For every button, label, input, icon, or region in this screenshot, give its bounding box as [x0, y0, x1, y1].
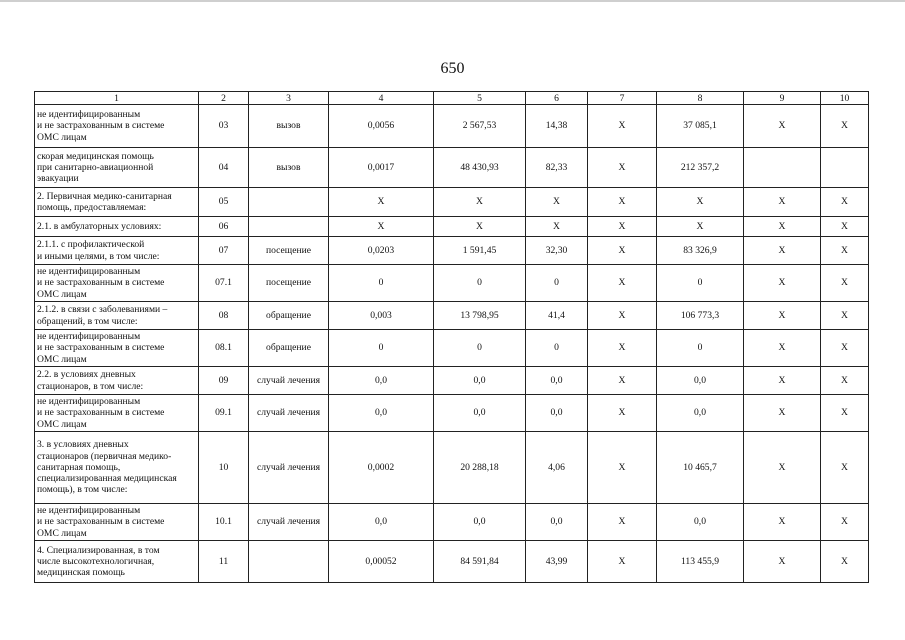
table-cell: X — [744, 217, 821, 237]
table-cell: X — [588, 432, 657, 504]
table-cell: 0,0056 — [329, 105, 434, 148]
table-cell — [249, 188, 329, 217]
table-cell: 06 — [199, 217, 249, 237]
table-cell: 11 — [199, 541, 249, 583]
row-description-cell: не идентифицированным и не застрахованным в системе ОМС лицам — [35, 504, 199, 541]
table-cell: X — [821, 330, 869, 367]
table-cell: X — [329, 217, 434, 237]
table-cell: X — [588, 237, 657, 265]
table-header-row — [35, 92, 869, 105]
table-cell: 20 288,18 — [434, 432, 526, 504]
table-cell: 0,003 — [329, 302, 434, 330]
table-cell: 07.1 — [199, 265, 249, 302]
table-cell: 0 — [329, 265, 434, 302]
table-row — [35, 504, 869, 541]
page-top-edge — [0, 0, 905, 2]
table-cell: 10 465,7 — [657, 432, 744, 504]
table-cell: 41,4 — [526, 302, 588, 330]
table-cell: 113 455,9 — [657, 541, 744, 583]
table-cell: X — [588, 541, 657, 583]
table-cell: X — [821, 188, 869, 217]
table-row — [35, 432, 869, 504]
row-description-cell: 2.1.2. в связи с заболеваниями – обращений, в том числе: — [35, 302, 199, 330]
table-cell: 0,00052 — [329, 541, 434, 583]
table-row — [35, 367, 869, 395]
table-row — [35, 265, 869, 302]
table-row — [35, 217, 869, 237]
table-cell: X — [744, 265, 821, 302]
table-cell: 03 — [199, 105, 249, 148]
table-cell: 0,0 — [526, 367, 588, 395]
table-cell: 0 — [329, 330, 434, 367]
row-description-cell: 3. в условиях дневных стационаров (первичная медико- санитарная помощь, специализированная медицинская помощь), в том числе: — [35, 432, 199, 504]
row-description-cell: 2. Первичная медико-санитарная помощь, предоставляемая: — [35, 188, 199, 217]
table-cell: 10 — [199, 432, 249, 504]
table-cell: 48 430,93 — [434, 148, 526, 188]
table-cell: X — [588, 330, 657, 367]
table-cell: X — [588, 217, 657, 237]
table-row — [35, 105, 869, 148]
table-body — [35, 92, 869, 583]
page-number: 650 — [440, 60, 465, 77]
table-cell: 08 — [199, 302, 249, 330]
table-cell: X — [744, 432, 821, 504]
table-cell: 0 — [657, 265, 744, 302]
table-cell: X — [821, 302, 869, 330]
row-description-cell: не идентифицированным и не застрахованным в системе ОМС лицам — [35, 265, 199, 302]
table-cell: X — [821, 265, 869, 302]
table-cell: 0,0 — [329, 504, 434, 541]
table-cell: X — [821, 217, 869, 237]
header-cell: 5 — [434, 92, 526, 105]
table-cell: случай лечения — [249, 504, 329, 541]
table-cell: 0,0 — [434, 367, 526, 395]
table-cell: X — [329, 188, 434, 217]
table-cell: X — [744, 188, 821, 217]
table-cell: 82,33 — [526, 148, 588, 188]
table-cell: 0,0017 — [329, 148, 434, 188]
table-cell: 05 — [199, 188, 249, 217]
table-cell: 0 — [434, 330, 526, 367]
table-cell: X — [588, 105, 657, 148]
table-cell: X — [744, 105, 821, 148]
table-cell: вызов — [249, 148, 329, 188]
table-cell: 0 — [526, 330, 588, 367]
table-cell — [744, 148, 821, 188]
table-cell: 0,0203 — [329, 237, 434, 265]
header-cell: 9 — [744, 92, 821, 105]
table-cell: 0,0 — [329, 367, 434, 395]
table-cell: 0,0 — [526, 395, 588, 432]
table-cell: X — [744, 367, 821, 395]
table-cell: X — [588, 367, 657, 395]
table-cell: 0,0 — [329, 395, 434, 432]
header-cell: 6 — [526, 92, 588, 105]
header-cell: 4 — [329, 92, 434, 105]
table-cell: X — [588, 148, 657, 188]
table-cell: 04 — [199, 148, 249, 188]
table-cell: X — [744, 504, 821, 541]
row-description-cell: 4. Специализированная, в том числе высокотехнологичная, медицинская помощь — [35, 541, 199, 583]
header-cell: 3 — [249, 92, 329, 105]
table-cell: 0 — [657, 330, 744, 367]
header-cell: 10 — [821, 92, 869, 105]
table-cell: 10.1 — [199, 504, 249, 541]
table-cell: X — [744, 237, 821, 265]
table-cell: 32,30 — [526, 237, 588, 265]
table-cell: X — [821, 504, 869, 541]
table-cell: X — [657, 188, 744, 217]
table-cell: 2 567,53 — [434, 105, 526, 148]
table-cell: X — [821, 105, 869, 148]
table-cell: X — [744, 330, 821, 367]
table-cell — [249, 541, 329, 583]
table-cell: 0,0 — [657, 504, 744, 541]
row-description-cell: не идентифицированным и не застрахованным в системе ОМС лицам — [35, 330, 199, 367]
table-cell: 43,99 — [526, 541, 588, 583]
table-cell: X — [821, 432, 869, 504]
table-cell: 0,0002 — [329, 432, 434, 504]
table-cell: 212 357,2 — [657, 148, 744, 188]
table-cell: 0,0 — [657, 367, 744, 395]
table-cell: X — [744, 541, 821, 583]
tariff-table — [34, 91, 869, 583]
table-cell: X — [588, 188, 657, 217]
table-cell: X — [744, 302, 821, 330]
row-description-cell: 2.2. в условиях дневных стационаров, в том числе: — [35, 367, 199, 395]
table-row — [35, 302, 869, 330]
table-cell: 08.1 — [199, 330, 249, 367]
table-cell: посещение — [249, 265, 329, 302]
table-cell: обращение — [249, 330, 329, 367]
table-cell: 0,0 — [657, 395, 744, 432]
table-cell: случай лечения — [249, 432, 329, 504]
table-cell: 0,0 — [434, 395, 526, 432]
row-description-cell: не идентифицированным и не застрахованным в системе ОМС лицам — [35, 105, 199, 148]
header-cell: 2 — [199, 92, 249, 105]
table-cell: 4,06 — [526, 432, 588, 504]
header-cell: 1 — [35, 92, 199, 105]
table-row — [35, 188, 869, 217]
table-cell: 07 — [199, 237, 249, 265]
table-cell: X — [821, 541, 869, 583]
table-cell: обращение — [249, 302, 329, 330]
table-cell — [249, 217, 329, 237]
table-cell: X — [821, 395, 869, 432]
table-cell: 0,0 — [526, 504, 588, 541]
table-cell: 84 591,84 — [434, 541, 526, 583]
table-cell: X — [434, 217, 526, 237]
row-description-cell: 2.1.1. с профилактической и иными целями, в том числе: — [35, 237, 199, 265]
table-cell: X — [588, 265, 657, 302]
table-row — [35, 330, 869, 367]
table-row — [35, 237, 869, 265]
table-cell: X — [588, 302, 657, 330]
table-row — [35, 395, 869, 432]
table-cell: 13 798,95 — [434, 302, 526, 330]
table-cell: случай лечения — [249, 395, 329, 432]
table-cell: 0 — [434, 265, 526, 302]
row-description-cell: скорая медицинская помощь при санитарно-авиационной эвакуации — [35, 148, 199, 188]
table-cell: 37 085,1 — [657, 105, 744, 148]
table-cell: X — [434, 188, 526, 217]
table-cell: X — [821, 237, 869, 265]
table-cell: X — [744, 395, 821, 432]
table-cell: X — [821, 367, 869, 395]
table-cell: X — [588, 395, 657, 432]
table-cell: X — [526, 188, 588, 217]
table-cell: 83 326,9 — [657, 237, 744, 265]
table-row — [35, 148, 869, 188]
header-cell: 7 — [588, 92, 657, 105]
table-cell: вызов — [249, 105, 329, 148]
table-cell: 09 — [199, 367, 249, 395]
header-cell: 8 — [657, 92, 744, 105]
table-cell: 1 591,45 — [434, 237, 526, 265]
table-cell: X — [657, 217, 744, 237]
table-cell: X — [588, 504, 657, 541]
table-cell: X — [526, 217, 588, 237]
table-cell: 0,0 — [434, 504, 526, 541]
table-cell: 14,38 — [526, 105, 588, 148]
table-cell: 0 — [526, 265, 588, 302]
table-row — [35, 541, 869, 583]
table-cell: 106 773,3 — [657, 302, 744, 330]
table-cell: 09.1 — [199, 395, 249, 432]
row-description-cell: не идентифицированным и не застрахованным в системе ОМС лицам — [35, 395, 199, 432]
table-cell: посещение — [249, 237, 329, 265]
table-cell — [821, 148, 869, 188]
row-description-cell: 2.1. в амбулаторных условиях: — [35, 217, 199, 237]
table-cell: случай лечения — [249, 367, 329, 395]
